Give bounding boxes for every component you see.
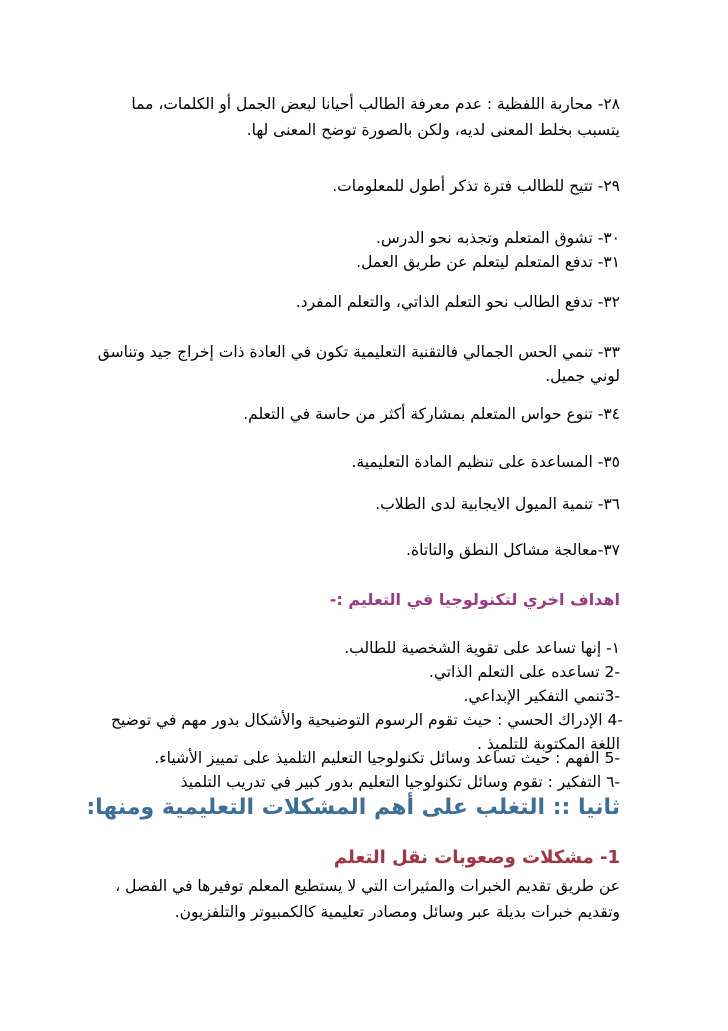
- item-34: ٣٤- تنوع حواس المتعلم بمشاركة أكثر من حاسة في التعلم.: [243, 405, 620, 423]
- item-29: ٢٩- تتيح للطالب فترة تذكر أطول للمعلومات.: [332, 177, 620, 195]
- item-37: ٣٧-معالجة مشاكل النطق والتاتاة.: [406, 541, 620, 559]
- goal-2: -2 تساعده على التعلم الذاتي.: [428, 663, 620, 681]
- item-32: ٣٢- تدفع الطالب نحو التعلم الذاتي، والتعلم المفرد.: [295, 293, 620, 311]
- item-31: ٣١- تدفع المتعلم ليتعلم عن طريق العمل.: [356, 253, 620, 271]
- item-35: ٣٥- المساعدة على تنظيم المادة التعليمية.: [351, 453, 620, 471]
- goal-4-line1: -4 الإدراك الحسي : حيث تقوم الرسوم التوضيحية والأشكال بدور مهم في توضيح: [110, 711, 623, 729]
- transfer-line1: عن طريق تقديم الخبرات والمثيرات التي لا يستطيع المعلم توفيرها في الفصل ،: [115, 877, 620, 895]
- subsection-heading-transfer: 1- مشكلات وصعوبات نقل التعلم: [333, 847, 620, 868]
- goal-3: -3تنمي التفكير الإبداعي.: [463, 687, 620, 705]
- item-28-line2: يتسبب بخلط المعنى لديه، ولكن بالصورة توضح المعنى لها.: [246, 121, 620, 139]
- goal-4-line2: اللغة المكتوبة للتلميذ .: [477, 735, 620, 753]
- item-30: ٣٠- تشوق المتعلم وتجذبه نحو الدرس.: [375, 229, 620, 247]
- item-28-line1: ٢٨- محاربة اللفظية : عدم معرفة الطالب أحيانا لبعض الجمل أو الكلمات، مما: [131, 95, 620, 113]
- transfer-line2: وتقديم خبرات بديلة عبر وسائل ومصادر تعليمية كالكمبيوتر والتلفزيون.: [174, 903, 620, 921]
- section-heading-second: ثانيا :: التغلب على أهم المشكلات التعليمية ومنها:: [86, 795, 620, 820]
- section-heading-other-goals: اهداف اخري لتكنولوجيا في التعليم :-: [329, 590, 620, 609]
- goal-5: -5 الفهم : حيث تساعد وسائل تكنولوجيا التعليم التلميذ على تمييز الأشياء.: [154, 749, 620, 767]
- item-33-line2: لوني جميل.: [545, 367, 620, 385]
- goal-1: ١- إنها تساعد على تقوية الشخصية للطالب.: [344, 639, 620, 657]
- goal-6: -٦ التفكير : تقوم وسائل تكنولوجيا التعليم بدور كبير في تدريب التلميذ: [180, 773, 620, 791]
- item-33-line1: ٣٣- تنمي الحس الجمالي فالتقنية التعليمية تكون في العادة ذات إخراج جيد وتناسق: [97, 343, 620, 361]
- item-36: ٣٦- تنمية الميول الايجابية لدى الطلاب.: [375, 495, 620, 513]
